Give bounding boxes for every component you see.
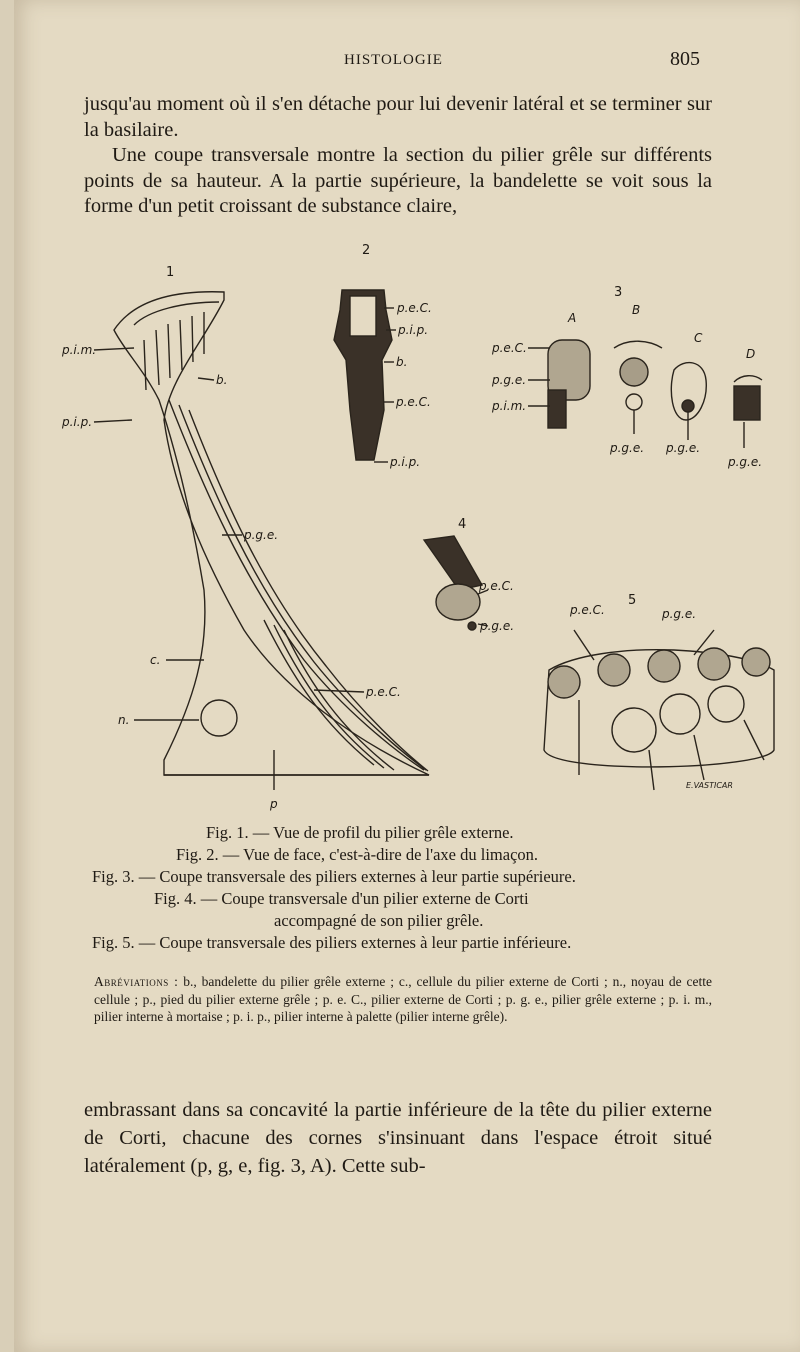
paragraph: jusqu'au moment où il s'en détache pour lui devenir latéral et se terminer sur la basilaire.	[84, 93, 712, 141]
fig-number-5: 5	[628, 593, 637, 608]
fig2-label-peC-top: p.e.C.	[397, 301, 432, 315]
abbreviations-text: b., bandelette du pilier grêle externe ; c., cellule du pilier externe de Corti ; n., noyau de cette cellule ; p., pied du pilier externe grêle ; p. e. C., pilier externe de Corti ; p. g. e., pilier grêle externe ; p. i. m., pilier interne à mortaise ; p. i. p., pilier interne à palette (pilier interne grêle).	[94, 974, 712, 1024]
fig5-label-peC: p.e.C.	[570, 603, 605, 617]
fig-number-3: 3	[614, 285, 623, 300]
fig3-label-A: A	[568, 311, 577, 325]
fig1-label-n: n.	[118, 713, 130, 727]
fig2-drawing	[334, 290, 396, 462]
fig3-label-pge: p.g.e.	[492, 373, 527, 387]
fig2-label-pip-bottom: p.i.p.	[390, 455, 421, 469]
page-header	[14, 48, 800, 72]
engraver-signature: E.VASTICAR	[686, 781, 733, 790]
fig3-drawing	[528, 340, 762, 448]
fig-number-4: 4	[458, 517, 467, 532]
abbreviations-heading: Abréviations :	[94, 974, 179, 989]
fig3-label-pim: p.i.m.	[492, 399, 527, 413]
book-page	[14, 0, 800, 1352]
fig1-label-b: b.	[216, 373, 228, 387]
body-text-bottom	[84, 1096, 712, 1180]
fig1-label-peC: p.e.C.	[366, 685, 401, 699]
running-title: HISTOLOGIE	[344, 52, 443, 68]
caption-fig4-line2: accompagné de son pilier grêle.	[274, 911, 484, 930]
anatomical-figure	[62, 230, 784, 820]
fig-number-1: 1	[166, 265, 175, 280]
fig5-drawing	[544, 630, 774, 790]
fig2-label-pip-top: p.i.p.	[398, 323, 429, 337]
fig1-label-c: c.	[150, 653, 161, 667]
fig3-label-B: B	[632, 303, 641, 317]
abbreviations-note	[94, 973, 712, 1026]
caption-fig1: Fig. 1. — Vue de profil du pilier grêle externe.	[206, 823, 514, 842]
fig1-label-pip: p.i.p.	[62, 415, 93, 429]
fig3-label-pge-D: p.g.e.	[728, 455, 763, 469]
fig1-label-p: p	[270, 797, 278, 811]
fig4-label-pge: p.g.e.	[480, 619, 515, 633]
caption-fig4-line1: Fig. 4. — Coupe transversale d'un pilier externe de Corti	[154, 889, 529, 908]
fig-number-2: 2	[362, 243, 371, 258]
figure-drawing	[62, 230, 784, 820]
fig3-label-C: C	[694, 331, 703, 345]
fig3-label-D: D	[746, 347, 756, 361]
fig2-label-b: b.	[396, 355, 408, 369]
caption-fig5: Fig. 5. — Coupe transversale des piliers externes à leur partie inférieure.	[92, 933, 572, 952]
fig3-label-pge-B: p.g.e.	[610, 441, 645, 455]
page-number: 805	[670, 48, 700, 70]
paragraph: Une coupe transversale montre la section du pilier grêle sur différents points de sa hauteur. A la partie supérieure, la bandelette se voit sous la forme d'un petit croissant de substance claire,	[84, 144, 712, 217]
fig4-label-peC: p.e.C.	[479, 579, 514, 593]
figure-captions	[86, 822, 726, 954]
fig5-label-pge: p.g.e.	[662, 607, 697, 621]
fig1-label-pge: p.g.e.	[244, 528, 279, 542]
body-text-top	[84, 92, 712, 220]
caption-fig2: Fig. 2. — Vue de face, c'est-à-dire de l'axe du limaçon.	[176, 845, 539, 864]
fig3-label-peC: p.e.C.	[492, 341, 527, 355]
fig1-label-pim: p.i.m.	[62, 343, 97, 357]
fig2-label-peC-mid: p.e.C.	[396, 395, 431, 409]
paragraph: embrassant dans sa concavité la partie inférieure de la tête du pilier externe de Corti, chacune des cornes s'insinuant dans l'espace étroit situé latéralement (p, g, e, fig. 3, A). Cette sub-	[84, 1099, 712, 1177]
fig3-label-pge-C: p.g.e.	[666, 441, 701, 455]
caption-fig3: Fig. 3. — Coupe transversale des piliers externes à leur partie supérieure.	[92, 867, 576, 886]
